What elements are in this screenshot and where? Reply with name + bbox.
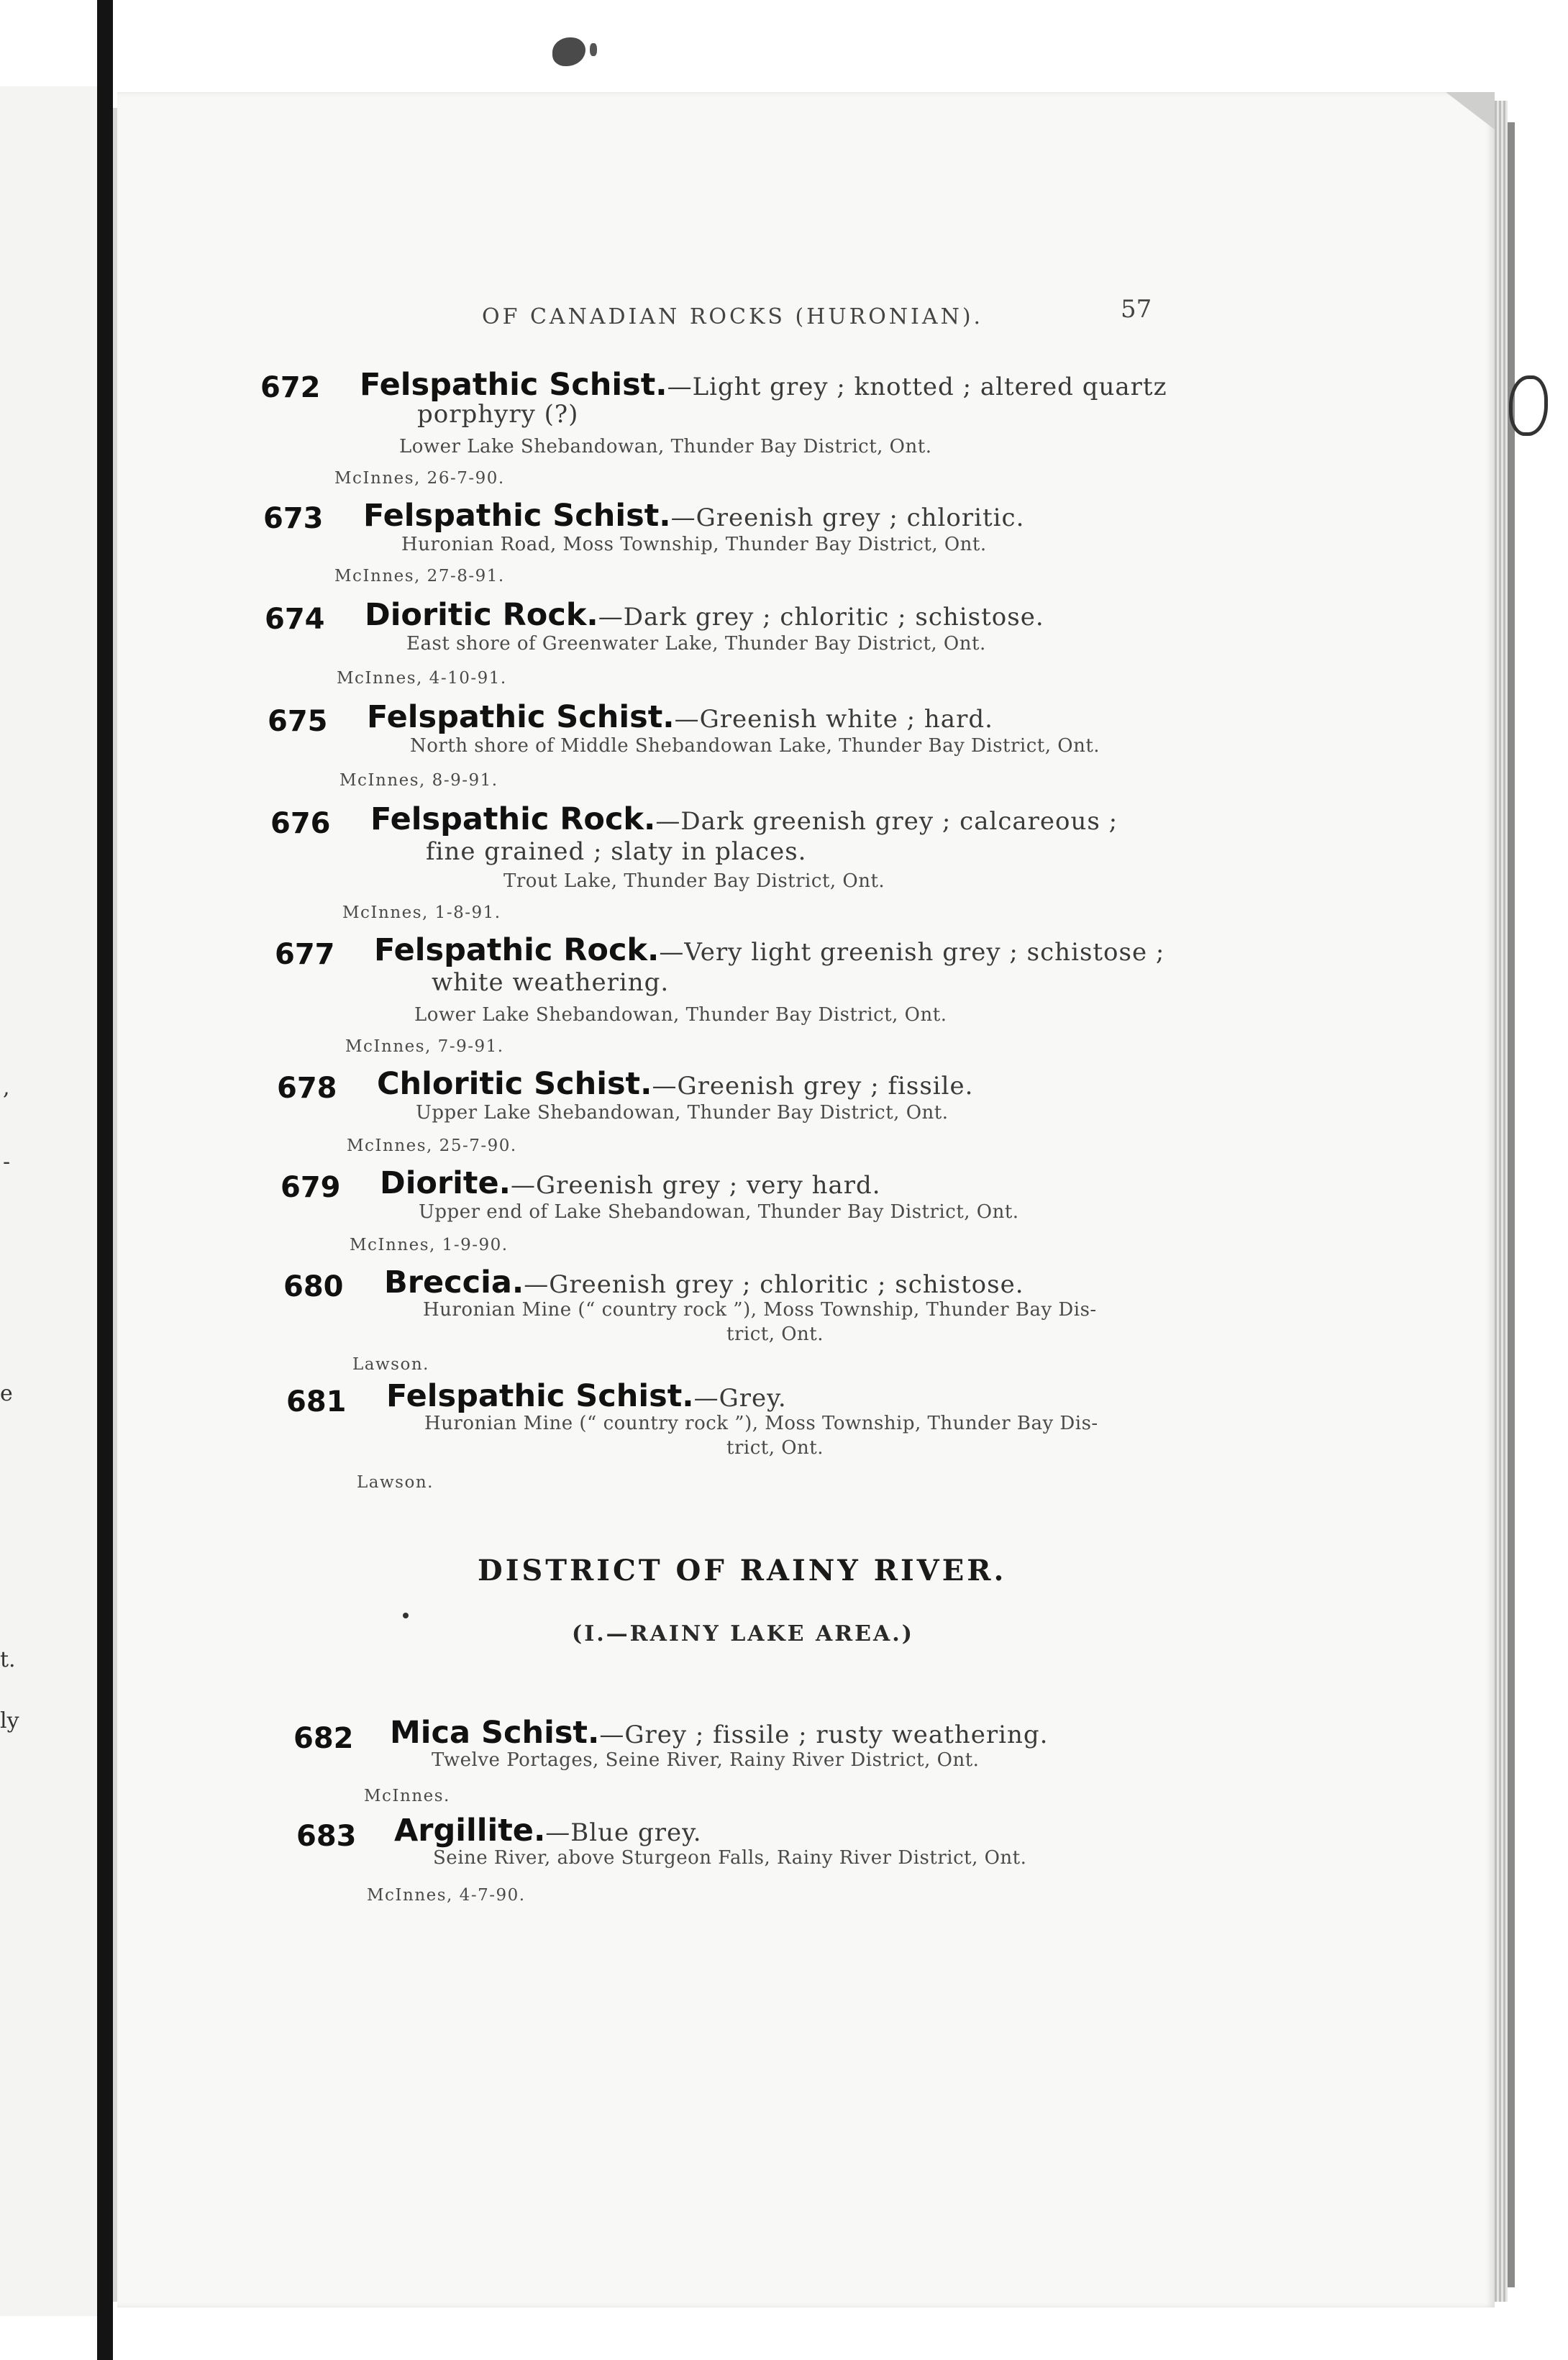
entry-number: 681 [286,1385,347,1418]
entry-locality: Huronian Mine (“ country rock ”), Moss Township, Thunder Bay Dis- [424,1413,1098,1434]
entry-heading [394,1813,702,1849]
page-corner-fold [1446,92,1495,129]
page-stack-shadow [1508,122,1515,2287]
entry-locality: Huronian Mine (“ country rock ”), Moss Township, Thunder Bay Dis- [423,1299,1097,1321]
entry-heading [377,1066,973,1102]
entry-number: 673 [263,502,324,535]
entry-number: 676 [270,807,331,840]
book-gutter [97,0,113,2360]
entry-locality-continued: trict, Ont. [726,1437,824,1459]
entry-title: Mica Schist. [390,1715,600,1751]
entry-collector: McInnes, 27-8-91. [334,567,505,586]
entry-title: Felspathic Rock. [374,932,660,968]
entry-locality: Upper Lake Shebandowan, Thunder Bay District, Ont. [416,1102,949,1124]
entry-locality: Huronian Road, Moss Township, Thunder Bay District, Ont. [401,534,987,555]
entry-collector: McInnes, 4-7-90. [367,1886,526,1905]
entry-number: 683 [296,1820,357,1853]
binding-clip-mark [1509,375,1548,436]
ink-blot [552,37,585,66]
entry-collector: McInnes, 8-9-91. [339,771,498,790]
entry-number: 677 [275,938,335,971]
entry-locality-continued: trict, Ont. [726,1323,824,1345]
entry-locality: Trout Lake, Thunder Bay District, Ont. [503,870,885,892]
entry-title: Diorite. [380,1165,511,1201]
entry-heading [363,498,1024,534]
entry-locality: Lower Lake Shebandowan, Thunder Bay District, Ont. [399,436,932,457]
entry-heading [370,801,1118,837]
left-page-fragment: e [0,1381,13,1406]
entry-collector: McInnes. [364,1787,450,1805]
entry-title: Dioritic Rock. [365,597,598,633]
entry-locality: East shore of Greenwater Lake, Thunder Bay District, Ont. [406,633,986,655]
entry-title: Felspathic Schist. [386,1378,694,1414]
entry-locality: Upper end of Lake Shebandowan, Thunder Bay District, Ont. [419,1201,1019,1223]
entry-number: 672 [260,371,321,404]
left-page-fragment: , [3,1075,10,1101]
entry-title: Felspathic Schist. [360,367,667,403]
entry-collector: McInnes, 1-8-91. [342,903,501,922]
entry-collector: McInnes, 26-7-90. [334,469,505,488]
entry-description: —Grey ; fissile ; rusty weathering. [599,1721,1049,1749]
entry-description: —Greenish grey ; chloritic ; schistose. [524,1270,1024,1299]
entry-description-continued: porphyry (?) [417,400,579,429]
entry-number: 674 [265,603,325,636]
section-title: DISTRICT OF RAINY RIVER. [478,1554,1007,1587]
entry-collector: McInnes, 4-10-91. [337,669,507,688]
entry-number: 682 [293,1722,354,1755]
entry-collector: Lawson. [357,1473,434,1492]
left-page-fragment: - [3,1149,11,1175]
entry-collector: McInnes, 1-9-90. [350,1236,509,1254]
entry-description: —Grey. [693,1384,787,1413]
entry-number: 678 [277,1072,337,1105]
entry-title: Felspathic Schist. [367,699,675,735]
entry-title: Argillite. [394,1813,546,1849]
entry-heading [365,597,1044,633]
entry-number: 680 [283,1270,344,1303]
entry-title: Chloritic Schist. [377,1066,652,1102]
entry-description: —Greenish grey ; fissile. [652,1072,974,1101]
entry-locality: Lower Lake Shebandowan, Thunder Bay District, Ont. [414,1004,947,1026]
page-number: 57 [1121,295,1152,324]
entry-description: —Dark grey ; chloritic ; schistose. [598,603,1044,632]
page-stack-edge [1495,101,1508,2302]
entry-description-continued: white weathering. [432,968,670,997]
entry-description: —Blue grey. [545,1818,702,1847]
entry-number: 675 [268,705,328,738]
section-subtitle: (I.—RAINY LAKE AREA.) [572,1621,914,1646]
left-page-fragment: t. [0,1647,16,1672]
entry-heading [374,932,1164,968]
entry-title: Breccia. [384,1265,524,1300]
entry-title: Felspathic Rock. [370,801,656,837]
running-header: OF CANADIAN ROCKS (HURONIAN). [482,304,984,329]
entry-locality: Seine River, above Sturgeon Falls, Rainy River District, Ont. [433,1847,1027,1869]
entry-heading [390,1715,1048,1751]
entry-title: Felspathic Schist. [363,498,671,534]
entry-description: —Greenish grey ; chloritic. [670,504,1025,532]
entry-heading [384,1265,1024,1300]
entry-heading [367,699,993,735]
entry-locality: Twelve Portages, Seine River, Rainy River District, Ont. [432,1749,980,1771]
entry-description-continued: fine grained ; slaty in places. [426,837,807,866]
stray-dot [403,1613,409,1618]
entry-collector: Lawson. [352,1355,429,1374]
left-page-edge [0,86,97,2316]
ink-blot-small [590,43,597,56]
entry-description: —Greenish grey ; very hard. [510,1171,881,1200]
entry-description: —Light grey ; knotted ; altered quartz [667,373,1167,401]
entry-locality: North shore of Middle Shebandowan Lake, Thunder Bay District, Ont. [410,735,1100,757]
entry-description: —Dark greenish grey ; calcareous ; [655,807,1118,836]
left-page-fragment: ly [0,1708,19,1733]
entry-number: 679 [281,1171,341,1204]
entry-heading [380,1165,881,1201]
entry-heading [386,1378,787,1414]
entry-description: —Very light greenish grey ; schistose ; [659,938,1165,967]
entry-collector: McInnes, 25-7-90. [347,1136,517,1155]
entry-collector: McInnes, 7-9-91. [345,1037,504,1056]
entry-description: —Greenish white ; hard. [674,705,993,734]
entry-heading [360,367,1167,403]
